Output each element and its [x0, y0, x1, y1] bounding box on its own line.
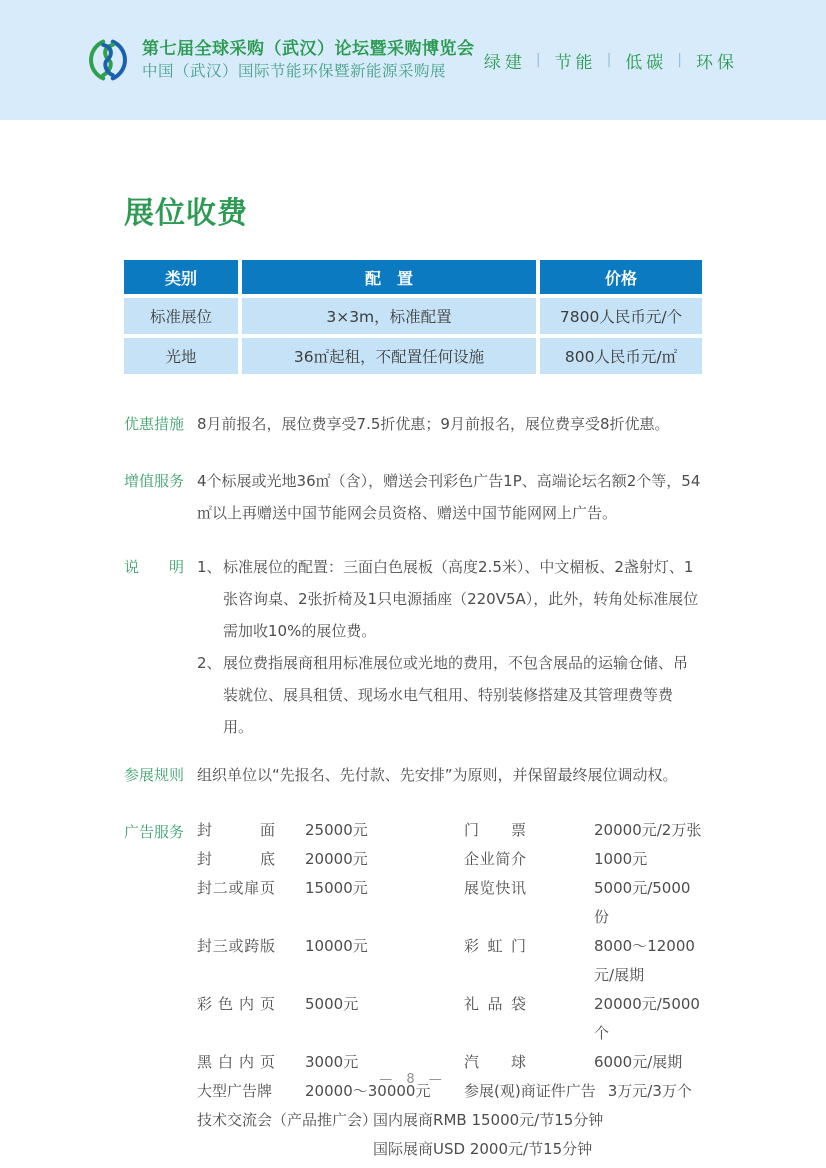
- section-text: 组织单位以“先报名、先付款、先安排”为原则，并保留最终展位调动权。: [197, 766, 678, 784]
- section-text: 4个标展或光地36㎡（含），赠送会刊彩色广告1P、高端论坛名额2个等，54㎡以上再赠送中国节能网会员资格、赠送中国节能网网上广告。: [197, 472, 701, 522]
- section-rules: [124, 759, 702, 791]
- ad-tech-exchange-row: [197, 1135, 702, 1164]
- ad-item-name: 封面: [197, 821, 276, 839]
- ad-item-name: 彩虹门: [464, 937, 527, 955]
- ad-item-name: 黑白内页: [197, 1053, 276, 1071]
- ad-item-cell: [197, 990, 305, 1048]
- fee-table-cell: 标准展位: [124, 298, 238, 334]
- ad-item-cell: [464, 932, 594, 990]
- ad-item-name: 技术交流会（产品推广会）: [197, 1111, 378, 1129]
- ad-item-cell: [197, 932, 305, 990]
- note-item: [197, 551, 702, 647]
- ad-price-cell: [594, 845, 702, 874]
- note-number: 2、: [197, 654, 222, 672]
- ad-price-cell: [305, 932, 464, 990]
- tag-separator: |: [677, 52, 682, 68]
- ad-item-price: 20000元: [305, 850, 368, 868]
- ad-item-price: 5000元/5000份: [594, 879, 691, 926]
- ad-item-cell: [464, 816, 594, 845]
- section-label: 优惠措施: [124, 415, 185, 433]
- ad-price-cell: [594, 932, 702, 990]
- content: [124, 188, 702, 1164]
- ad-item-cell: [464, 845, 594, 874]
- ad-price-cell: [305, 990, 464, 1048]
- fee-table-header-config: 配 置: [242, 260, 536, 294]
- ad-price-cell: [305, 874, 464, 932]
- ad-item-price: 5000元: [305, 995, 359, 1013]
- expo-title-line1: 第七届全球采购（武汉）论坛暨采购博览会: [142, 39, 475, 59]
- ad-price-grid: [197, 816, 702, 1077]
- note-item: [197, 647, 702, 743]
- fee-table-header-price: 价格: [540, 260, 702, 294]
- section-text: 8月前报名，展位费享受7.5折优惠；9月前报名，展位费享受8折优惠。: [197, 415, 670, 433]
- fee-table-cell: 3×3m，标准配置: [242, 298, 536, 334]
- ad-item-cell: [197, 816, 305, 845]
- ad-item-price: 3000元: [305, 1053, 359, 1071]
- ad-item-price: 国内展商RMB 15000元/节15分钟: [373, 1111, 604, 1129]
- ad-price-cell: [594, 990, 702, 1048]
- ad-item-price: 3万元/3万个: [607, 1082, 692, 1100]
- ad-item-price: 25000元: [305, 821, 368, 839]
- ad-item-name: 展览快讯: [464, 879, 527, 897]
- ad-item-name: 礼品袋: [464, 995, 527, 1013]
- note-text: 展位费指展商租用标准展位或光地的费用，不包含展品的运输仓储、吊装就位、展具租赁、现场水电气租用、特别装修搭建及其管理费等费用。: [223, 654, 689, 736]
- ad-price-list: [197, 816, 702, 1164]
- ad-item-price: 20000元/5000个: [594, 995, 700, 1042]
- ad-item-name: 参展(观)商证件广告: [464, 1082, 596, 1100]
- ad-item-name: [197, 1135, 373, 1164]
- section-label: 说明: [124, 558, 184, 576]
- tag-separator: |: [606, 52, 612, 68]
- fee-table-cell: 光地: [124, 338, 238, 374]
- ad-item-price: 8000～12000元/展期: [594, 937, 695, 984]
- ad-item-price: 15000元: [305, 879, 368, 897]
- section-label: 增值服务: [124, 472, 185, 490]
- expo-logo-icon: [84, 34, 132, 86]
- ad-item-name: 封三或跨版: [197, 937, 276, 955]
- booth-fee-table: [124, 260, 702, 374]
- ad-item-cell: [464, 990, 594, 1048]
- section-ad-services: [124, 816, 702, 1164]
- section-value-added: [124, 465, 702, 529]
- tag-separator: |: [535, 52, 541, 68]
- ad-item-price: 20000～30000元: [305, 1082, 431, 1100]
- ad-price-cell: [594, 816, 702, 845]
- expo-title-line2: 中国（武汉）国际节能环保暨新能源采购展: [142, 62, 447, 80]
- ad-item-name: 门票: [464, 821, 527, 839]
- ad-item-name: 汽球: [464, 1053, 527, 1071]
- note-number: 1、: [197, 558, 222, 576]
- ad-item-name: 大型广告牌: [197, 1082, 273, 1100]
- ad-item-price: 10000元: [305, 937, 368, 955]
- fee-table-cell: 800人民币元/㎡: [540, 338, 702, 374]
- ad-tech-exchange-row: [197, 1106, 702, 1135]
- tag-eco-friendly: 环保: [696, 52, 738, 73]
- ad-item-price: 6000元/展期: [594, 1053, 683, 1071]
- ad-item-name: 企业简介: [464, 850, 527, 868]
- ad-item-price: 国际展商USD 2000元/节15分钟: [373, 1140, 593, 1158]
- ad-item-price: 1000元: [594, 850, 648, 868]
- ad-item-name: 封二或扉页: [197, 879, 276, 897]
- tag-green-building: 绿建: [483, 52, 526, 73]
- header-band: [0, 0, 826, 120]
- header-titles: [142, 39, 475, 81]
- page-number: — 8 —: [379, 1072, 447, 1087]
- ad-price-cell: [305, 816, 464, 845]
- ad-item-price: 20000元/2万张: [594, 821, 702, 839]
- fee-table-header-category: 类别: [124, 260, 238, 294]
- ad-price-cell: [594, 874, 702, 932]
- ad-price-cell: [305, 845, 464, 874]
- notes-list: [197, 551, 702, 743]
- section-label: 参展规则: [124, 766, 185, 784]
- fee-table-cell: 7800人民币元/个: [540, 298, 702, 334]
- ad-item-cell: [464, 874, 594, 932]
- tag-low-carbon: 低碳: [625, 52, 668, 73]
- ad-item-name: 封底: [197, 850, 276, 868]
- fee-table-cell: 36㎡起租，不配置任何设施: [242, 338, 536, 374]
- header-tags: [484, 48, 738, 73]
- ad-item-cell: [197, 845, 305, 874]
- section-discount: [124, 408, 702, 440]
- page-title: 展位收费: [124, 196, 248, 231]
- section-label: 广告服务: [124, 823, 185, 841]
- info-sections: [124, 408, 702, 1164]
- ad-item-name: 彩色内页: [197, 995, 276, 1013]
- tag-energy-saving: 节能: [554, 52, 597, 73]
- ad-item-cell: [197, 874, 305, 932]
- section-notes: [124, 551, 702, 743]
- note-text: 标准展位的配置：三面白色展板（高度2.5米）、中文楣板、2盏射灯、1张咨询桌、2张折椅及1只电源插座（220V5A），此外，转角处标准展位需加收10%的展位费。: [223, 558, 699, 640]
